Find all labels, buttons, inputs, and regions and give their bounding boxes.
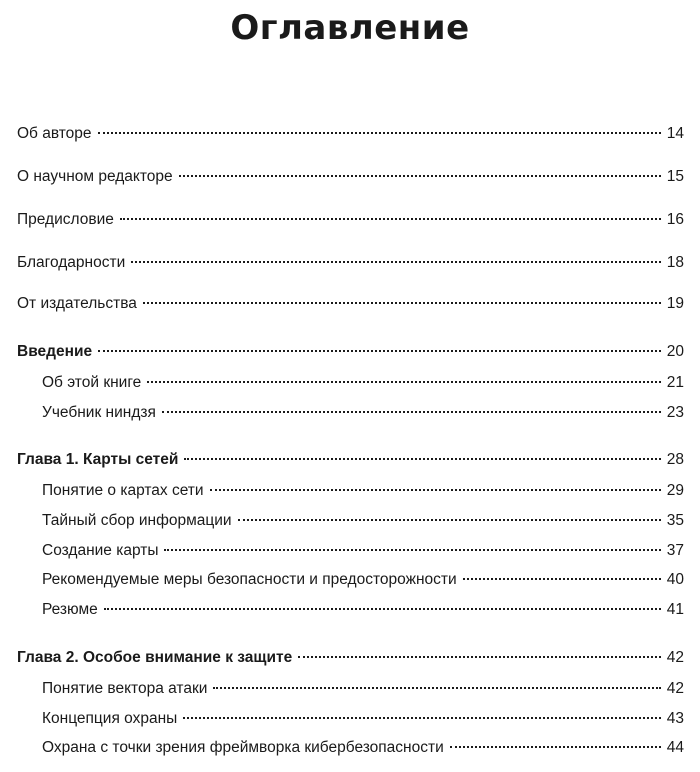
dot-leader	[143, 302, 661, 304]
toc-entry-page: 40	[666, 571, 684, 588]
toc-entry-label: Предисловие	[17, 211, 114, 228]
toc-entry-security-concept	[42, 708, 684, 730]
dot-leader	[210, 489, 661, 491]
dot-leader	[104, 608, 661, 610]
toc-entry-introduction	[17, 341, 684, 363]
toc-entry-page: 15	[666, 168, 684, 185]
toc-entry-label: Об авторе	[17, 125, 92, 142]
toc-entry-label: Благодарности	[17, 254, 126, 271]
dot-leader	[463, 578, 661, 580]
toc-entry-label: Об этой книге	[42, 374, 142, 391]
toc-entry-page: 29	[666, 482, 684, 499]
page-title: Оглавление	[230, 8, 470, 48]
toc-entry-summary	[42, 599, 684, 621]
toc-entry-page: 14	[666, 125, 684, 142]
toc-entry-label: О научном редакторе	[17, 168, 173, 185]
dot-leader	[183, 717, 660, 719]
dot-leader	[120, 218, 661, 220]
toc-entry-page: 44	[666, 739, 684, 756]
toc-entry-label: Введение	[17, 343, 93, 360]
dot-leader	[213, 687, 660, 689]
toc-entry-label: Понятие о картах сети	[42, 482, 204, 499]
toc-entry-page: 35	[666, 512, 684, 529]
dot-leader	[184, 458, 660, 460]
toc-entry-page: 42	[666, 649, 684, 666]
toc-entry-label: Концепция охраны	[42, 710, 178, 727]
dot-leader	[179, 175, 661, 177]
toc-entry-page: 42	[666, 680, 684, 697]
toc-entry-label: Глава 2. Особое внимание к защите	[17, 649, 293, 666]
toc-entry-label: От издательства	[17, 295, 137, 312]
toc-entry-network-maps-concept	[42, 480, 684, 502]
toc-entry-page: 43	[666, 710, 684, 727]
dot-leader	[98, 132, 661, 134]
toc-entry-about-book	[42, 372, 684, 394]
toc-entry-label: Тайный сбор информации	[42, 512, 232, 529]
toc-entry-label: Глава 1. Карты сетей	[17, 451, 179, 468]
toc-entry-about-editor	[17, 166, 684, 188]
toc-entry-map-creation	[42, 540, 684, 562]
toc-entry-label: Понятие вектора атаки	[42, 680, 208, 697]
toc-entry-label: Резюме	[42, 601, 98, 618]
toc-entry-chapter-2	[17, 647, 684, 669]
toc-entry-page: 16	[666, 211, 684, 228]
dot-leader	[298, 656, 661, 658]
toc-entry-label: Создание карты	[42, 542, 159, 559]
toc-entry-page: 28	[666, 451, 684, 468]
toc-entry-page: 20	[666, 343, 684, 360]
dot-leader	[162, 411, 661, 413]
toc-entry-acknowledgements	[17, 252, 684, 274]
toc-entry-page: 23	[666, 404, 684, 421]
dot-leader	[131, 261, 661, 263]
toc-entry-from-publisher	[17, 293, 684, 315]
toc-entry-page: 21	[666, 374, 684, 391]
toc-entry-chapter-1	[17, 449, 684, 471]
toc-entry-cybersecurity-framework	[42, 737, 684, 759]
dot-leader	[164, 549, 660, 551]
toc-entry-ninja-textbook	[42, 402, 684, 424]
toc-entry-attack-vector	[42, 678, 684, 700]
dot-leader	[98, 350, 661, 352]
dot-leader	[238, 519, 661, 521]
toc-entry-about-author	[17, 123, 684, 145]
toc-entry-page: 18	[666, 254, 684, 271]
toc-entry-label: Учебник ниндзя	[42, 404, 156, 421]
toc-entry-page: 37	[666, 542, 684, 559]
dot-leader	[147, 381, 660, 383]
toc-entry-preface	[17, 209, 684, 231]
toc-entry-label: Охрана с точки зрения фреймворка кибербезопасности	[42, 739, 444, 756]
toc-entry-page: 41	[666, 601, 684, 618]
toc-entry-covert-gathering	[42, 510, 684, 532]
toc-entry-page: 19	[666, 295, 684, 312]
toc-entry-recommended-measures	[42, 569, 684, 591]
dot-leader	[450, 746, 661, 748]
toc-entry-label: Рекомендуемые меры безопасности и предосторожности	[42, 571, 457, 588]
